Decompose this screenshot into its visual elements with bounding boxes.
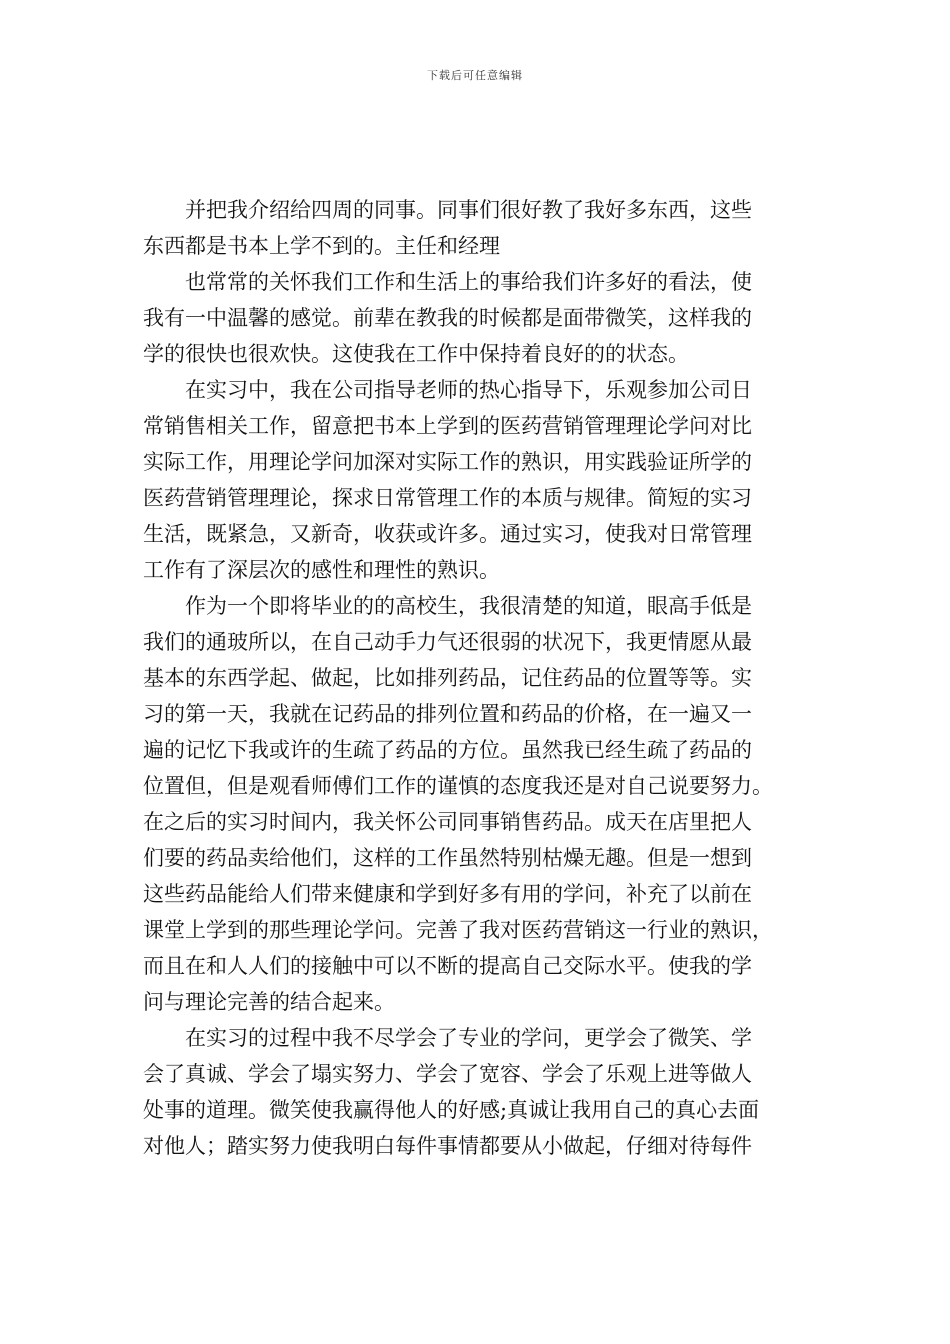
text-line: 处事的道理。微笑使我赢得他人的好感;真诚让我用自己的真心去面 <box>143 1098 760 1122</box>
text-line: 这些药品能给人们带来健康和学到好多有用的学问，补充了以前在 <box>143 882 752 906</box>
text-line: 在实习中，我在公司指导老师的热心指导下，乐观参加公司日 <box>185 378 752 402</box>
text-line: 而且在和人人们的接触中可以不断的提高自己交际水平。使我的学 <box>143 954 752 978</box>
text-line: 遍的记忆下我或许的生疏了药品的方位。虽然我已经生疏了药品的 <box>143 738 752 762</box>
text-line: 们要的药品卖给他们，这样的工作虽然特别枯燥无趣。但是一想到 <box>143 846 752 870</box>
text-line: 位置但，但是观看师傅们工作的谨慎的态度我还是对自己说要努力。 <box>143 774 773 798</box>
body-text <box>143 192 813 1164</box>
text-line: 并把我介绍给四周的同事。同事们很好教了我好多东西，这些 <box>185 198 752 222</box>
text-line: 作为一个即将毕业的的高校生，我很清楚的知道，眼高手低是 <box>185 594 752 618</box>
text-line: 问与理论完善的结合起来。 <box>143 990 395 1014</box>
text-line: 我有一中温馨的感觉。前辈在教我的时候都是面带微笑，这样我的 <box>143 306 752 330</box>
header-note: 下载后可任意编辑 <box>427 69 523 82</box>
text-line: 也常常的关怀我们工作和生活上的事给我们许多好的看法，使 <box>185 270 752 294</box>
text-line: 会了真诚、学会了塌实努力、学会了宽容、学会了乐观上进等做人 <box>143 1062 752 1086</box>
text-line: 学的很快也很欢快。这使我在工作中保持着良好的的状态。 <box>143 342 689 366</box>
text-line: 对他人；踏实努力使我明白每件事情都要从小做起，仔细对待每件 <box>143 1134 752 1158</box>
text-line: 在实习的过程中我不尽学会了专业的学问，更学会了微笑、学 <box>185 1026 752 1050</box>
text-line: 实际工作，用理论学问加深对实际工作的熟识，用实践验证所学的 <box>143 450 752 474</box>
text-line: 医药营销管理理论，探求日常管理工作的本质与规律。简短的实习 <box>143 486 752 510</box>
text-line: 我们的通玻所以，在自己动手力气还很弱的状况下，我更情愿从最 <box>143 630 752 654</box>
text-line: 课堂上学到的那些理论学问。完善了我对医药营销这一行业的熟识， <box>143 918 773 942</box>
text-line: 习的第一天，我就在记药品的排列位置和药品的价格，在一遍又一 <box>143 702 752 726</box>
text-line: 常销售相关工作，留意把书本上学到的医药营销管理理论学问对比 <box>143 414 752 438</box>
text-line: 工作有了深层次的感性和理性的熟识。 <box>143 558 500 582</box>
text-line: 基本的东西学起、做起，比如排列药品，记住药品的位置等等。实 <box>143 666 752 690</box>
text-line: 生活，既紧急，又新奇，收获或许多。通过实习，使我对日常管理 <box>143 522 752 546</box>
text-line: 东西都是书本上学不到的。主任和经理 <box>143 234 500 258</box>
text-line: 在之后的实习时间内，我关怀公司同事销售药品。成天在店里把人 <box>143 810 752 834</box>
